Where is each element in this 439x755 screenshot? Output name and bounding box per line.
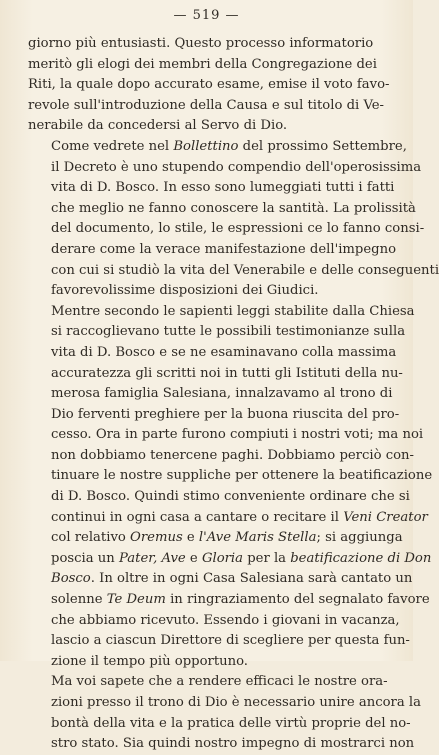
italic-text: Bosco: [51, 571, 91, 587]
text-line: [28, 466, 433, 487]
text-run: giorno più entusiasti. Questo processo informatorio: [28, 36, 374, 51]
text-line: [28, 116, 390, 137]
text-run: Dio ferventi preghiere per la buona riuscita del pro-: [51, 406, 400, 422]
text-line: [28, 528, 403, 549]
text-run: non dobbiamo tenercene paghi. Dobbiamo perciò con-: [51, 447, 414, 463]
italic-text: Gloria: [201, 550, 244, 566]
text-line: [28, 549, 432, 570]
text-run: accuratezza gli scritti noi in tutti gli Istituti della nu-: [51, 365, 403, 381]
italic-text: Bollettino: [173, 138, 239, 154]
text-run: nerabile da concedersi al Servo di Dio.: [28, 118, 288, 134]
text-line: [28, 487, 410, 508]
text-line: [28, 569, 413, 590]
text-run: con cui si studiò la vita del Venerabile e delle conseguenti: [51, 262, 439, 278]
text-line: [28, 446, 414, 467]
text-run: Mentre secondo le sapienti leggi stabilite dalla Chiesa: [51, 303, 415, 319]
text-run: Ma voi sapete che a rendere efficaci le nostre ora-: [51, 674, 388, 690]
text-line: [28, 158, 422, 179]
text-run: che abbiamo ricevuto. Essendo i giovani in vacanza,: [51, 612, 400, 628]
page-number: — 519 —: [173, 8, 240, 23]
text-line: [28, 219, 425, 240]
text-run: Riti, la quale dopo accurato esame, emise il voto favo-: [28, 77, 390, 93]
text-line: [28, 55, 390, 76]
paragraph: [28, 672, 421, 754]
text-run: merosa famiglia Salesiana, innalzavamo al trono di: [51, 386, 393, 402]
text-run: in ringraziamento del segnalato favore: [165, 592, 430, 608]
paragraph: [28, 137, 439, 302]
text-run: Come vedrete nel: [51, 138, 174, 154]
text-run: favorevolissime disposizioni dei Giudici.: [51, 283, 319, 299]
paragraph: [28, 302, 433, 673]
text-run: bontà della vita e la pratica delle virtù proprie del no-: [51, 715, 411, 731]
text-line: [28, 508, 428, 529]
text-run: per la: [243, 550, 291, 566]
italic-text: Te Deum: [106, 592, 166, 608]
text-run: di D. Bosco. Quindi stimo conveniente ordinare che si: [51, 489, 410, 505]
text-run: col relativo: [51, 530, 131, 546]
text-line: [28, 322, 406, 343]
text-line: [28, 302, 415, 323]
text-run: poscia un: [51, 550, 119, 566]
text-line: [28, 693, 421, 714]
italic-text: l'Ave Maris Stella: [198, 530, 317, 546]
text-run: ; si aggiunga: [316, 530, 403, 546]
text-run: il Decreto è uno stupendo compendio dell'operosissima: [51, 159, 422, 175]
text-line: [28, 137, 407, 158]
text-run: e: [182, 530, 199, 546]
text-line: [28, 672, 390, 693]
text-run: . In oltre in ogni Casa Salesiana sarà cantato un: [90, 571, 413, 587]
text-line: [28, 652, 390, 673]
text-line: [28, 199, 416, 220]
text-run: tinuare le nostre suppliche per ottenere la beatificazione: [51, 468, 433, 484]
italic-text: Oremus: [130, 530, 183, 546]
text-line: [28, 734, 415, 755]
text-run: continui in ogni casa a cantare o recitare il: [51, 509, 344, 525]
text-run: vita di D. Bosco e se ne esaminavano colla massima: [51, 344, 397, 360]
text-run: del documento, lo stile, le espressioni ce lo fanno consi-: [51, 221, 425, 237]
text-line: [28, 96, 390, 117]
text-run: meritò gli elogi dei membri della Congregazione dei: [28, 56, 377, 72]
text-run: cesso. Ora in parte furono compiuti i nostri voti; ma noi: [51, 427, 424, 443]
text-run: solenne: [51, 592, 107, 608]
text-line: [28, 631, 410, 652]
text-run: zioni presso il trono di Dio è necessario unire ancora la: [51, 695, 421, 710]
text-run: e: [185, 550, 202, 566]
text-run: zione il tempo più opportuno.: [51, 653, 249, 669]
text-line: [28, 611, 400, 632]
text-run: lascio a ciascun Direttore di scegliere per questa fun-: [51, 633, 410, 649]
text-line: [28, 75, 390, 96]
text-run: che meglio ne fanno conoscere la santità. La prolissità: [51, 200, 416, 216]
italic-text: Pater, Ave: [119, 550, 186, 566]
text-line: [28, 425, 424, 446]
paragraph: [28, 34, 390, 137]
italic-text: Veni Creator: [343, 509, 428, 525]
text-run: revole sull'introduzione della Causa e sul titolo di Ve-: [28, 97, 385, 113]
text-run: derare come la verace manifestazione dell'impegno: [51, 241, 397, 257]
text-line: [28, 405, 400, 426]
text-run: si raccoglievano tutte le possibili testimonianze sulla: [51, 324, 406, 340]
text-line: [28, 240, 397, 261]
text-line: [28, 364, 403, 385]
text-line: [28, 178, 395, 199]
italic-text: beatificazione di Don: [290, 550, 432, 566]
text-run: stro stato. Sia quindi nostro impegno di mostrarci non: [51, 736, 415, 752]
text-line: [28, 343, 397, 364]
text-line: [28, 34, 390, 55]
page-text: [28, 34, 439, 755]
text-run: vita di D. Bosco. In esso sono lumeggiati tutti i fatti: [51, 180, 395, 196]
text-line: [28, 261, 439, 282]
text-line: [28, 384, 393, 405]
text-run: del prossimo Settembre,: [238, 138, 407, 154]
text-line: [28, 590, 430, 611]
text-line: [28, 714, 411, 735]
text-line: [28, 281, 390, 302]
